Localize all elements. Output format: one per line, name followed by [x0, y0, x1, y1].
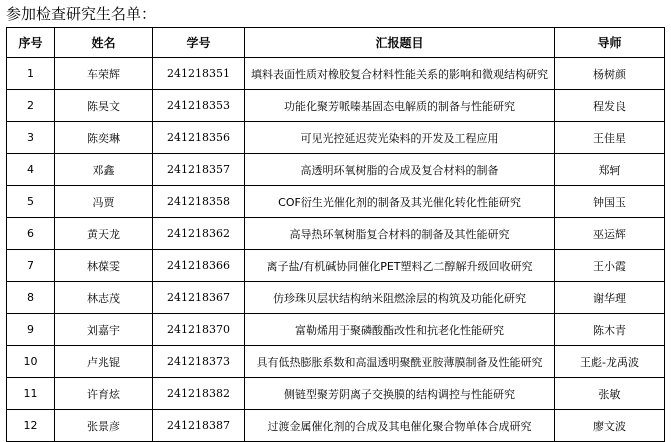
- cell-name: 张景彦: [55, 410, 153, 442]
- cell-seq: 2: [7, 90, 55, 122]
- cell-seq: 1: [7, 58, 55, 90]
- cell-supervisor: 王彪-龙禹波: [555, 346, 665, 378]
- student-list-table: [6, 27, 665, 442]
- cell-topic: 仿珍珠贝层状结构纳米阻燃涂层的构筑及功能化研究: [245, 282, 555, 314]
- cell-topic: COF衍生光催化剂的制备及其光催化转化性能研究: [245, 186, 555, 218]
- cell-seq: 11: [7, 378, 55, 410]
- table-row: [7, 154, 665, 186]
- cell-supervisor: 王小霞: [555, 250, 665, 282]
- cell-topic: 可见光控延迟荧光染料的开发及工程应用: [245, 122, 555, 154]
- table-row: [7, 250, 665, 282]
- cell-supervisor: 陈木青: [555, 314, 665, 346]
- cell-student-id: 241218358: [153, 186, 245, 218]
- cell-student-id: 241218366: [153, 250, 245, 282]
- cell-topic: 高透明环氧树脂的合成及复合材料的制备: [245, 154, 555, 186]
- cell-supervisor: 杨树颜: [555, 58, 665, 90]
- cell-seq: 4: [7, 154, 55, 186]
- table-row: [7, 90, 665, 122]
- table-row: [7, 346, 665, 378]
- cell-topic: 具有低热膨胀系数和高温透明聚酰亚胺薄膜制备及性能研究: [245, 346, 555, 378]
- cell-name: 林志茂: [55, 282, 153, 314]
- cell-student-id: 241218356: [153, 122, 245, 154]
- cell-seq: 3: [7, 122, 55, 154]
- table-row: [7, 410, 665, 442]
- cell-supervisor: 张敏: [555, 378, 665, 410]
- table-row: [7, 58, 665, 90]
- header-row: [7, 28, 665, 58]
- cell-topic: 功能化聚芳哌嗪基固态电解质的制备与性能研究: [245, 90, 555, 122]
- cell-student-id: 241218387: [153, 410, 245, 442]
- cell-supervisor: 郑轲: [555, 154, 665, 186]
- cell-supervisor: 谢华理: [555, 282, 665, 314]
- cell-student-id: 241218373: [153, 346, 245, 378]
- cell-topic: 高导热环氧树脂复合材料的制备及其性能研究: [245, 218, 555, 250]
- cell-name: 邓鑫: [55, 154, 153, 186]
- header-seq: 序号: [7, 28, 55, 58]
- header-name: 姓名: [55, 28, 153, 58]
- table-row: [7, 122, 665, 154]
- table-row: [7, 186, 665, 218]
- cell-topic: 过渡金属催化剂的合成及其电催化聚合物单体合成研究: [245, 410, 555, 442]
- cell-supervisor: 程发良: [555, 90, 665, 122]
- cell-name: 刘嘉宇: [55, 314, 153, 346]
- cell-seq: 5: [7, 186, 55, 218]
- header-student-id: 学号: [153, 28, 245, 58]
- cell-name: 许育炫: [55, 378, 153, 410]
- header-topic: 汇报题目: [245, 28, 555, 58]
- cell-seq: 9: [7, 314, 55, 346]
- cell-seq: 8: [7, 282, 55, 314]
- cell-student-id: 241218367: [153, 282, 245, 314]
- cell-seq: 7: [7, 250, 55, 282]
- table-row: [7, 378, 665, 410]
- cell-seq: 6: [7, 218, 55, 250]
- cell-topic: 填料表面性质对橡胶复合材料性能关系的影响和微观结构研究: [245, 58, 555, 90]
- table-row: [7, 282, 665, 314]
- cell-topic: 离子盐/有机碱协同催化PET塑料乙二醇解升级回收研究: [245, 250, 555, 282]
- table-row: [7, 314, 665, 346]
- cell-student-id: 241218353: [153, 90, 245, 122]
- cell-name: 冯贾: [55, 186, 153, 218]
- cell-supervisor: 钟国玉: [555, 186, 665, 218]
- cell-name: 车荣辉: [55, 58, 153, 90]
- table-body: [7, 58, 665, 442]
- cell-name: 陈昊文: [55, 90, 153, 122]
- cell-name: 林葆雯: [55, 250, 153, 282]
- cell-student-id: 241218351: [153, 58, 245, 90]
- header-supervisor: 导师: [555, 28, 665, 58]
- cell-name: 陈奕琳: [55, 122, 153, 154]
- cell-student-id: 241218357: [153, 154, 245, 186]
- table-header: [7, 28, 665, 58]
- page-heading: 参加检查研究生名单：: [6, 5, 157, 23]
- cell-topic: 富勒烯用于聚磷酸酯改性和抗老化性能研究: [245, 314, 555, 346]
- cell-supervisor: 王佳星: [555, 122, 665, 154]
- cell-student-id: 241218382: [153, 378, 245, 410]
- cell-supervisor: 巫运辉: [555, 218, 665, 250]
- cell-seq: 12: [7, 410, 55, 442]
- cell-supervisor: 廖文波: [555, 410, 665, 442]
- cell-student-id: 241218370: [153, 314, 245, 346]
- cell-topic: 侧链型聚芳阴离子交换膜的结构调控与性能研究: [245, 378, 555, 410]
- cell-seq: 10: [7, 346, 55, 378]
- cell-name: 卢兆锟: [55, 346, 153, 378]
- table-row: [7, 218, 665, 250]
- cell-student-id: 241218362: [153, 218, 245, 250]
- cell-name: 黄天龙: [55, 218, 153, 250]
